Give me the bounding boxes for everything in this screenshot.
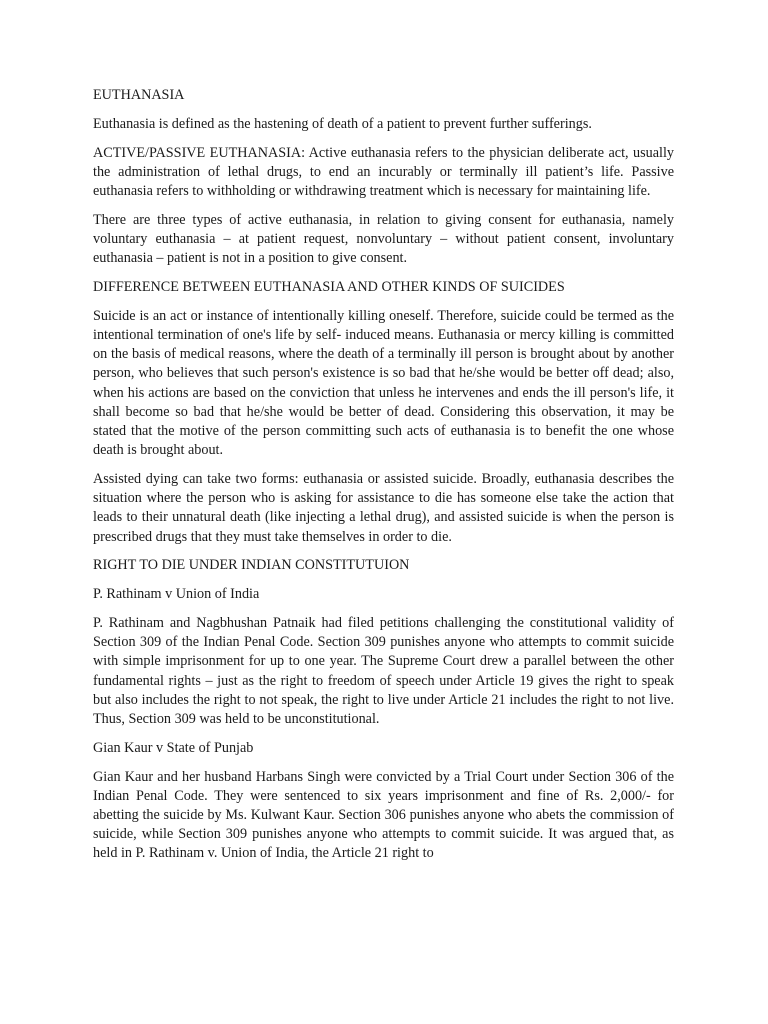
- assisted-dying-paragraph: Assisted dying can take two forms: euthanasia or assisted suicide. Broadly, euthanasia describes the situation where the person who is asking for assistance to die has someone else take the action that leads to their unnatural death (like injecting a lethal drug), and assisted suicide is when the person is prescribed drugs that they must take themselves in order to die.: [93, 471, 674, 545]
- active-passive-paragraph: ACTIVE/PASSIVE EUTHANASIA: Active euthanasia refers to the physician deliberate act, usually the administration of lethal drugs, to end an incurably or terminally ill patient’s life. Passive euthanasia refers to withholding or withdrawing treatment which is necessary for maintaining life.: [93, 144, 674, 199]
- types-paragraph: There are three types of active euthanasia, in relation to giving consent for euthanasia, namely voluntary euthanasia – at patient request, nonvoluntary – without patient consent, involuntary euthanasia – patient is not in a position to give consent.: [93, 211, 674, 267]
- case-paragraph-rathinam: P. Rathinam and Nagbhushan Patnaik had filed petitions challenging the constitutional validity of Section 309 of the Indian Penal Code. Section 309 punishes anyone who attempts to commit suicide with simple imprisonment for up to one year. The Supreme Court drew a parallel between the other fundamental rights – just as the right to freedom of speech under Article 19 gives the right to speak but also includes the right to not speak, the right to live under Article 21 includes the right to not live. Thus, Section 309 was held to be unconstitutional.: [93, 615, 674, 728]
- document-page: [93, 86, 674, 873]
- suicide-paragraph: Suicide is an act or instance of intentionally killing oneself. Therefore, suicide could be termed as the intentional termination of one's life by self- induced means. Euthanasia or mercy killing is committed on the basis of medical reasons, where the death of a terminally ill person is brought about by another person, who believes that such person's existence is so bad that he/she would be better off dead; also, when his actions are based on the conviction that unless he intervenes and ends the ill person's life, it shall become so bad that he/she would be better of dead. Considering this observation, it may be stated that the motive of the person committing such acts of euthanasia is to benefit the one whose death is brought about.: [93, 307, 674, 459]
- right-to-die-heading: RIGHT TO DIE UNDER INDIAN CONSTITUTUION: [93, 557, 410, 574]
- difference-heading: DIFFERENCE BETWEEN EUTHANASIA AND OTHER KINDS OF SUICIDES: [93, 279, 565, 295]
- definition-paragraph: Euthanasia is defined as the hastening of death of a patient to prevent further sufferings.: [93, 115, 592, 132]
- document-title: EUTHANASIA: [93, 87, 185, 103]
- case-title-gian-kaur: Gian Kaur v State of Punjab: [93, 739, 254, 756]
- case-title-rathinam: P. Rathinam v Union of India: [93, 586, 260, 603]
- case-paragraph-gian-kaur: Gian Kaur and her husband Harbans Singh were convicted by a Trial Court under Section 306 of the Indian Penal Code. They were sentenced to six years imprisonment and fine of Rs. 2,000/- for abetting the suicide by Ms. Kulwant Kaur. Section 306 punishes anyone who abets the commission of suicide, while Section 309 punishes anyone who attempts to commit suicide. It was argued that, as held in P. Rathinam v. Union of India, the Article 21 right to: [93, 768, 674, 862]
